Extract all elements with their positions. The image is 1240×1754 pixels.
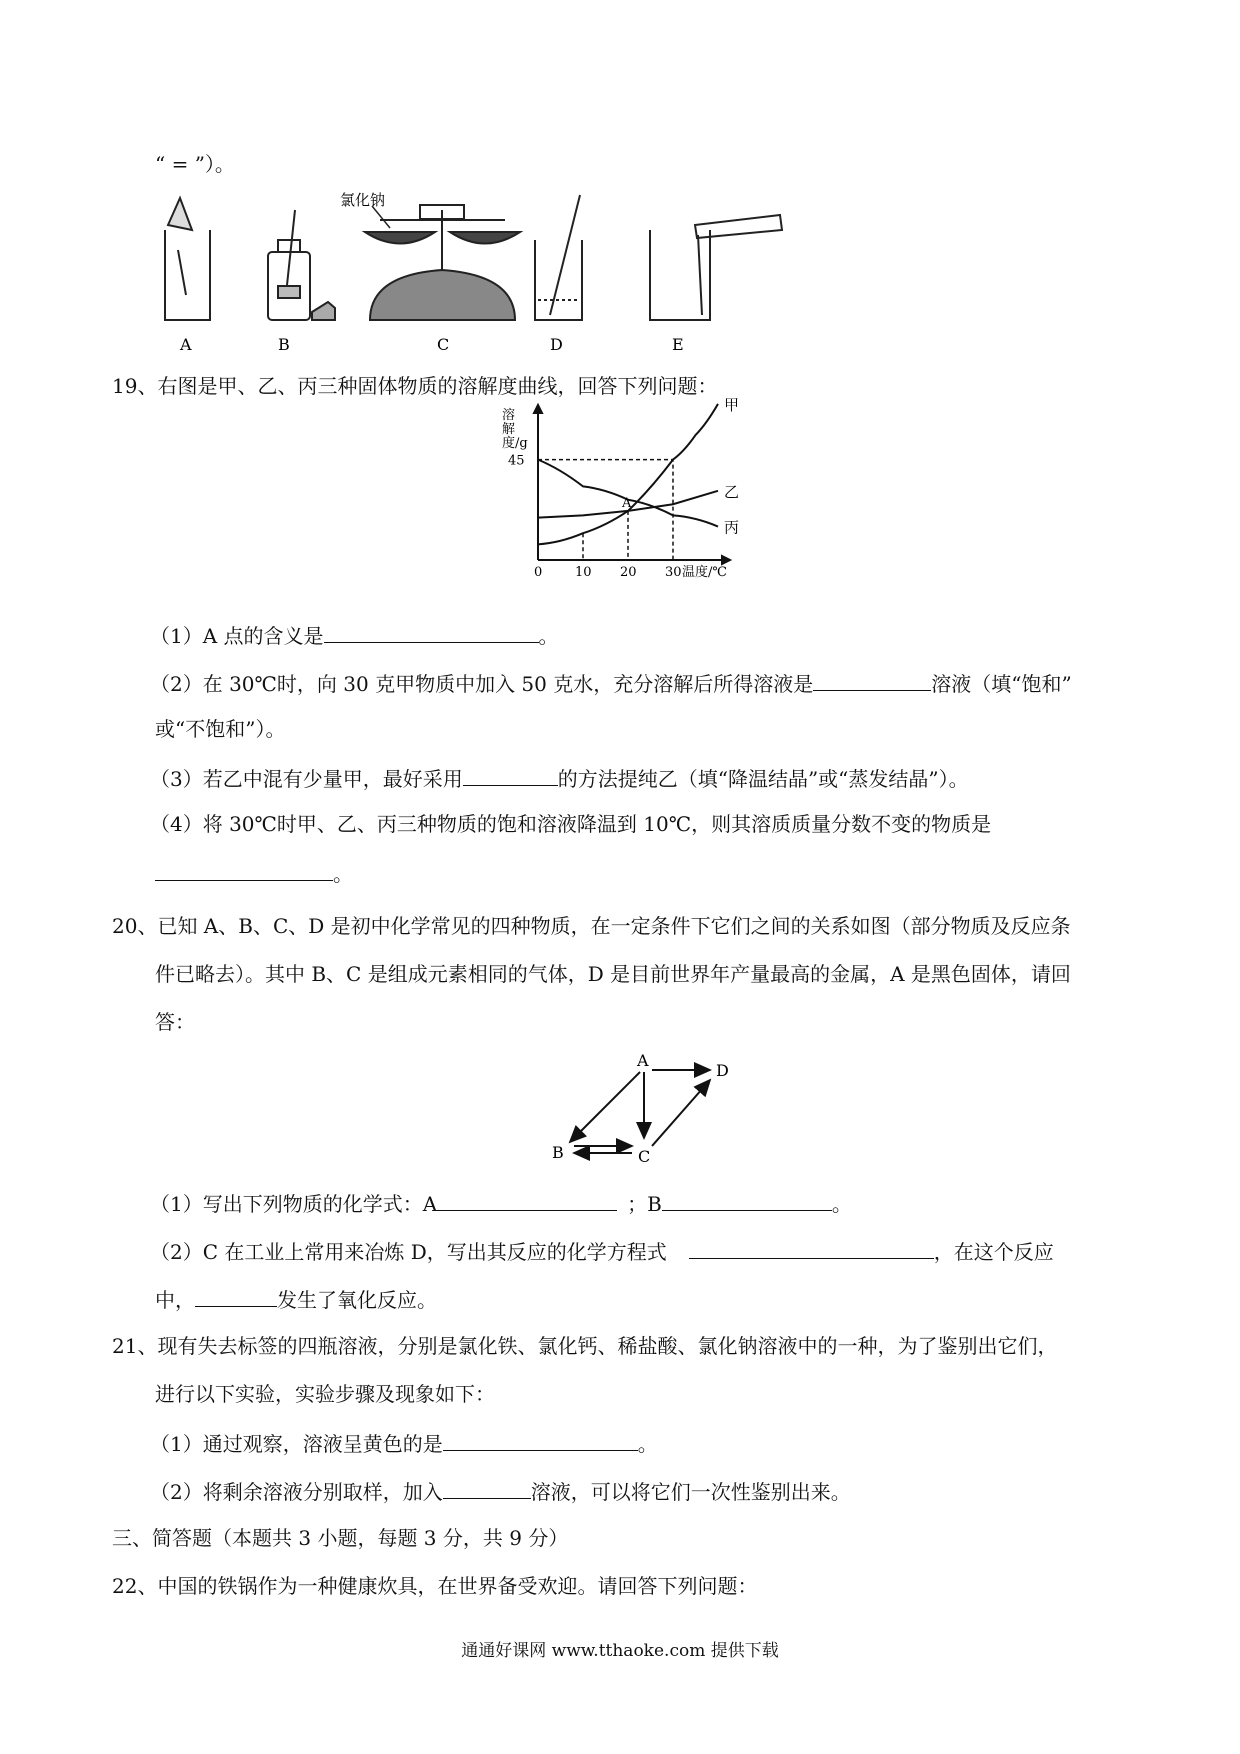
q21-p1-end: 。 bbox=[637, 1432, 658, 1456]
q19-part2 bbox=[150, 668, 1072, 698]
q20-p2-text-c: 中， bbox=[155, 1288, 195, 1312]
q19-p2-blank[interactable] bbox=[813, 668, 931, 691]
y-axis-label-3: 度/g bbox=[502, 436, 528, 451]
y-axis-arrow bbox=[534, 405, 542, 413]
x-axis-label: 温度/℃ bbox=[682, 565, 727, 580]
q19-part3 bbox=[150, 763, 969, 793]
q21-stem-1: 21、现有失去标签的四瓶溶液，分别是氯化铁、氯化钙、稀盐酸、氯化钠溶液中的一种，为了鉴别出它们， bbox=[112, 1334, 1058, 1358]
q22-stem: 22、中国的铁锅作为一种健康炊具，在世界备受欢迎。请回答下列问题： bbox=[112, 1574, 758, 1598]
series-label-1: 甲 bbox=[724, 395, 740, 414]
q21-p1-text: （1）通过观察，溶液呈黄色的是 bbox=[150, 1432, 443, 1456]
q21-p2-text-b: 溶液，可以将它们一次性鉴别出来。 bbox=[530, 1480, 851, 1504]
apparatus-label-e: E bbox=[672, 335, 684, 354]
relation-diagram bbox=[540, 1050, 750, 1175]
q19-p2-text: （2）在 30℃时，向 30 克甲物质中加入 50 克水，充分溶解后所得溶液是 bbox=[150, 672, 814, 696]
section-3-heading: 三、简答题（本题共 3 小题，每题 3 分，共 9 分） bbox=[112, 1526, 569, 1550]
y-tick-45: 45 bbox=[508, 453, 525, 469]
x-axis-arrow bbox=[722, 556, 730, 564]
q19-p2-text-b: 溶液（填“饱和” bbox=[931, 672, 1072, 696]
q21-part1 bbox=[150, 1428, 658, 1458]
q20-p1-text-b: ；B bbox=[627, 1192, 662, 1216]
q21-stem-2: 进行以下实验，实验步骤及现象如下： bbox=[155, 1382, 495, 1406]
q20-formula-a-blank[interactable] bbox=[437, 1188, 617, 1211]
x-tick-0: 0 bbox=[534, 565, 543, 580]
node-d: D bbox=[716, 1061, 729, 1080]
solubility-chart bbox=[500, 395, 760, 610]
q19-part4: （4）将 30℃时甲、乙、丙三种物质的饱和溶液降温到 10℃，则其溶质质量分数不变的物质是 bbox=[150, 812, 992, 836]
q20-equation-blank[interactable] bbox=[689, 1236, 934, 1259]
node-b: B bbox=[552, 1143, 564, 1162]
y-axis-label-2: 解 bbox=[502, 422, 516, 437]
q21-part2 bbox=[150, 1476, 851, 1506]
node-c: C bbox=[638, 1147, 651, 1166]
q19-p4-end: 。 bbox=[333, 862, 353, 886]
guide-45 bbox=[538, 460, 673, 560]
q20-stem-1: 20、已知 A、B、C、D 是初中化学常见的四种物质，在一定条件下它们之间的关系如图（部分物质及反应条 bbox=[112, 914, 1071, 938]
y-axis-label-1: 溶 bbox=[502, 408, 516, 423]
q20-formula-b-blank[interactable] bbox=[662, 1188, 832, 1211]
q20-p2-text-d: 发生了氧化反应。 bbox=[277, 1288, 437, 1312]
q20-p1-end: 。 bbox=[831, 1192, 852, 1216]
apparatus-label-a: A bbox=[180, 335, 192, 354]
apparatus-figure bbox=[150, 190, 890, 365]
series-label-2: 乙 bbox=[724, 482, 740, 501]
q20-p2-text: （2）C 在工业上常用来冶炼 D，写出其反应的化学方程式 bbox=[150, 1240, 667, 1264]
nacl-label: 氯化钠 bbox=[340, 191, 386, 209]
x-tick-30: 30 bbox=[665, 565, 682, 580]
apparatus-label-d: D bbox=[550, 335, 563, 354]
node-a: A bbox=[637, 1051, 649, 1070]
continued-answer-hint: “ = ”）。 bbox=[155, 152, 235, 176]
q19-p1-end: 。 bbox=[538, 624, 559, 648]
q19-part1 bbox=[150, 620, 559, 650]
apparatus-label-b: B bbox=[278, 335, 290, 354]
q20-p1-text: （1）写出下列物质的化学式：A bbox=[150, 1192, 438, 1216]
q19-p2-continued: 或“不饱和”）。 bbox=[155, 717, 286, 741]
q20-stem-2: 件已略去）。其中 B、C 是组成元素相同的气体，D 是目前世界年产量最高的金属，A 是黑色固体，请回 bbox=[155, 962, 1071, 986]
q20-stem-3: 答： bbox=[155, 1010, 195, 1034]
page-footer: 通通好课网 www.tthaoke.com 提供下载 bbox=[461, 1641, 779, 1661]
q20-oxidized-blank[interactable] bbox=[195, 1284, 277, 1307]
q20-p2-text-b: ，在这个反应 bbox=[933, 1240, 1054, 1264]
q20-part2-continued bbox=[155, 1284, 437, 1314]
q19-p1-blank[interactable] bbox=[324, 620, 539, 643]
q21-p2-blank[interactable] bbox=[443, 1476, 531, 1499]
series-label-3: 丙 bbox=[724, 518, 740, 537]
q21-p1-blank[interactable] bbox=[443, 1428, 638, 1451]
q20-part1 bbox=[150, 1188, 852, 1218]
q19-part4-answer bbox=[155, 858, 353, 888]
q19-stem: 19、右图是甲、乙、丙三种固体物质的溶解度曲线，回答下列问题： bbox=[112, 374, 718, 398]
q19-p3-blank[interactable] bbox=[463, 763, 558, 786]
q19-p3-text-b: 的方法提纯乙（填“降温结晶”或“蒸发结晶”）。 bbox=[557, 767, 969, 791]
q19-p4-blank[interactable] bbox=[155, 858, 333, 881]
apparatus-label-c: C bbox=[437, 335, 450, 354]
point-a-label: A bbox=[622, 495, 632, 511]
q21-p2-text: （2）将剩余溶液分别取样，加入 bbox=[150, 1480, 443, 1504]
q19-p3-text: （3）若乙中混有少量甲，最好采用 bbox=[150, 767, 463, 791]
x-tick-10: 10 bbox=[575, 565, 592, 580]
x-tick-20: 20 bbox=[620, 565, 637, 580]
q19-p1-text: （1）A 点的含义是 bbox=[150, 624, 324, 648]
q20-part2 bbox=[150, 1236, 1054, 1266]
